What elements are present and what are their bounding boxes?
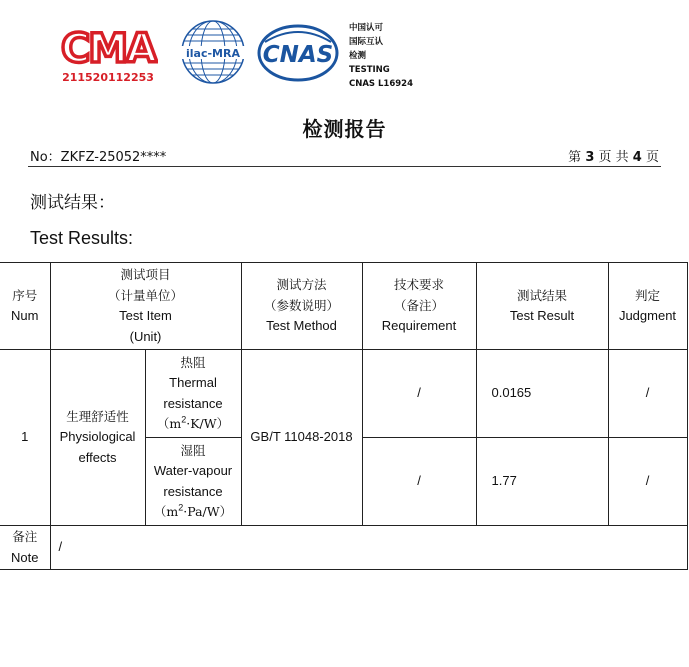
requirement-water-vapour: / <box>362 438 476 526</box>
header-divider <box>28 166 661 167</box>
sub-item-water-vapour: 湿阻 Water-vapour resistance $(m^2\cdot Pa/W)$ <box>145 438 241 526</box>
requirement-thermal: / <box>362 350 476 438</box>
judgment-thermal: / <box>608 350 687 438</box>
accred-line-4: TESTING <box>349 65 390 75</box>
results-table <box>0 262 688 570</box>
accreditation-text <box>349 21 413 91</box>
note-row <box>0 526 687 570</box>
report-title: 检测报告 <box>302 117 387 141</box>
cma-logo <box>58 22 158 84</box>
accred-line-2: 国际互认 <box>349 37 384 47</box>
row-num: 1 <box>0 350 50 526</box>
header-test-method: 测试方法 （参数说明） Test Method <box>241 263 362 350</box>
svg-text:CNAS: CNAS <box>262 42 334 68</box>
svg-text:CMA: CMA <box>60 26 156 72</box>
note-label: 备注 Note <box>0 526 50 570</box>
report-number: No：ZKFZ-25052**** <box>30 150 167 165</box>
accred-line-1: 中国认可 <box>349 23 384 33</box>
header-num: 序号 Num <box>0 263 50 350</box>
result-thermal: 0.0165 <box>476 350 608 438</box>
header-test-item: 测试项目 （计量单位） Test Item (Unit) <box>50 263 241 350</box>
test-method-cell: GB/T 11048-2018 <box>241 350 362 526</box>
category-cell: 生理舒适性 Physiological effects <box>50 350 145 526</box>
cnas-logo <box>257 24 339 82</box>
result-water-vapour: 1.77 <box>476 438 608 526</box>
results-heading-en: Test Results: <box>30 228 134 248</box>
accred-line-3: 检测 <box>349 51 367 61</box>
sub-item-thermal: 热阻 Thermal resistance $(m^2\cdot K/W)$ <box>145 350 241 438</box>
note-value: / <box>50 526 687 570</box>
cma-number: 211520112253 <box>62 71 154 84</box>
results-heading-cn: 测试结果： <box>30 193 115 213</box>
page-indicator: 第 3 页 共 4 页 <box>568 150 659 165</box>
accred-line-5: CNAS L16924 <box>349 79 413 89</box>
table-header-row <box>0 263 687 350</box>
svg-text:ilac-MRA: ilac-MRA <box>186 47 240 60</box>
ilac-mra-logo <box>178 19 248 85</box>
header-judgment: 判定 Judgment <box>608 263 687 350</box>
judgment-water-vapour: / <box>608 438 687 526</box>
header-requirement: 技术要求 （备注） Requirement <box>362 263 476 350</box>
results-table-wrapper <box>0 262 688 570</box>
table-row <box>0 350 687 438</box>
header-test-result: 测试结果 Test Result <box>476 263 608 350</box>
